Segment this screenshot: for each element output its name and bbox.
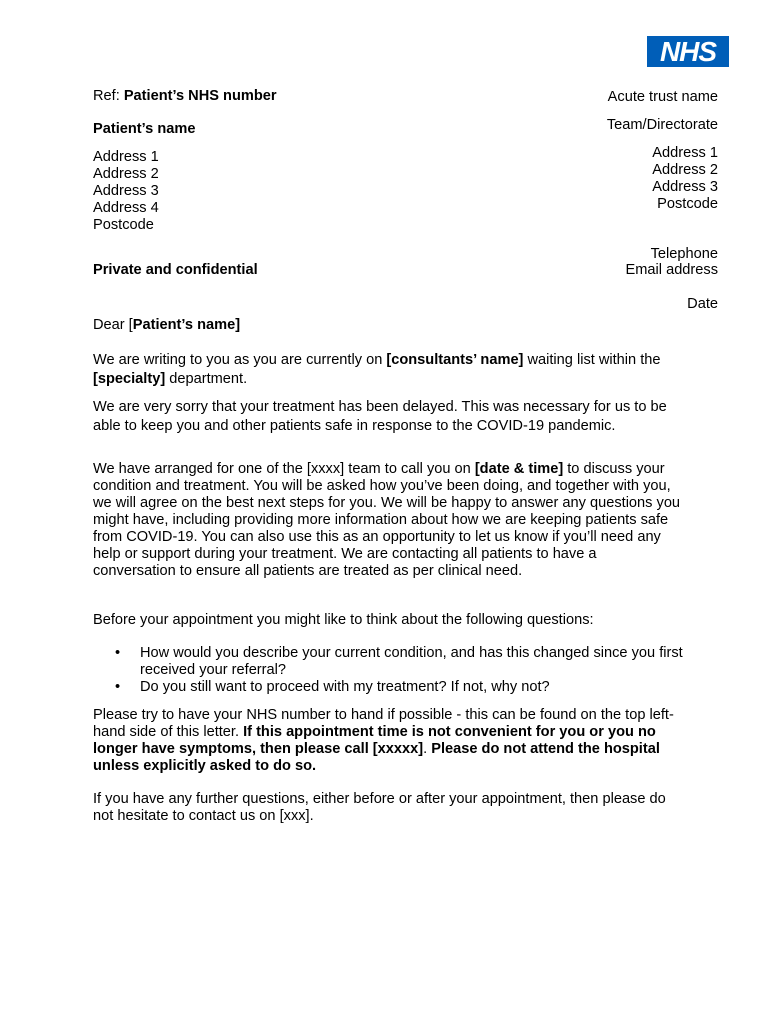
salutation-prefix: Dear [: [93, 317, 133, 333]
p1-text-a: We are writing to you as you are currently on: [93, 352, 387, 368]
p1-text-c: waiting list within the: [523, 352, 661, 368]
patient-address-1: Address 1: [93, 149, 159, 165]
sender-postcode: Postcode: [657, 196, 718, 212]
patient-address-3: Address 3: [93, 183, 159, 199]
sender-telephone: Telephone: [650, 246, 718, 262]
bullet-icon: •: [115, 645, 121, 661]
salutation: [93, 317, 240, 334]
question-2: Do you still want to proceed with my treatment? If not, why not?: [140, 679, 550, 695]
list-item: [93, 679, 693, 696]
p3-date-time: [date & time]: [474, 461, 564, 477]
p1-specialty: [specialty]: [93, 370, 166, 387]
paragraph-6: If you have any further questions, either before or after your appointment, then please do not hesitate to contact us on [xxx].: [93, 791, 666, 824]
paragraph-5: [93, 707, 678, 775]
letter-date: Date: [687, 296, 718, 312]
list-item: [93, 645, 693, 679]
sender-address-3: Address 3: [652, 179, 718, 195]
p3-text-a: We have arranged for one of the [xxxx] team to call you on: [93, 461, 475, 477]
bullet-icon: •: [115, 679, 121, 695]
paragraph-4: Before your appointment you might like to think about the following questions:: [93, 612, 594, 628]
p5-text-c: .: [423, 741, 432, 757]
question-1: How would you describe your current condition, and has this changed since you first received your referral?: [140, 645, 683, 678]
ref-value: Patient’s NHS number: [123, 88, 277, 104]
p1-text-e: department.: [165, 370, 248, 387]
paragraph-3: [93, 461, 683, 580]
nhs-logo: NHS: [647, 36, 729, 67]
salutation-name: Patient’s name]: [132, 317, 241, 333]
private-confidential-text: Private and confidential: [93, 262, 258, 278]
sender-team: Team/Directorate: [606, 117, 718, 133]
questions-list: [93, 645, 693, 696]
p5-text-a: Please try to have your NHS number to hand if possible - this can be found on the top left-hand side of this letter.: [93, 707, 674, 740]
reference-line: [93, 88, 277, 105]
p5-call-notice: If this appointment time is not convenient for you or you no longer have symptoms, then please call [xxxxx]: [93, 724, 656, 757]
sender-address-2: Address 2: [652, 162, 718, 178]
paragraph-2: We are very sorry that your treatment has been delayed. This was necessary for us to be able to keep you and other patients safe in response to the COVID-19 pandemic.: [93, 399, 667, 434]
paragraph-1: [93, 351, 683, 388]
patient-address-4: Address 4: [93, 200, 159, 216]
sender-trust: Acute trust name: [607, 89, 718, 105]
patient-postcode: Postcode: [93, 217, 154, 233]
sender-address-1: Address 1: [652, 145, 718, 161]
p3-text-c: to discuss your condition and treatment. You will be asked how you’ve been doing, and together with you, we will agree on the best next steps for you. We will be happy to answer any questions you might have, including providing more information about how we are keeping patients safe from COVID-19. You can also use this as an opportunity to let us know if you’ll need any help or support during your treatment. We are contacting all patients to have a conversation to ensure all patients are treated as per clinical need.: [93, 461, 681, 579]
patient-name-text: Patient’s name: [93, 121, 196, 137]
patient-name: [93, 121, 195, 138]
private-confidential: [93, 262, 258, 279]
sender-email: Email address: [625, 262, 718, 278]
ref-label: Ref:: [93, 88, 124, 104]
p1-consultant: [consultants’ name]: [386, 352, 524, 368]
p5-attend-warning: Please do not attend the hospital unless explicitly asked to do so.: [93, 741, 660, 774]
patient-address-2: Address 2: [93, 166, 159, 182]
